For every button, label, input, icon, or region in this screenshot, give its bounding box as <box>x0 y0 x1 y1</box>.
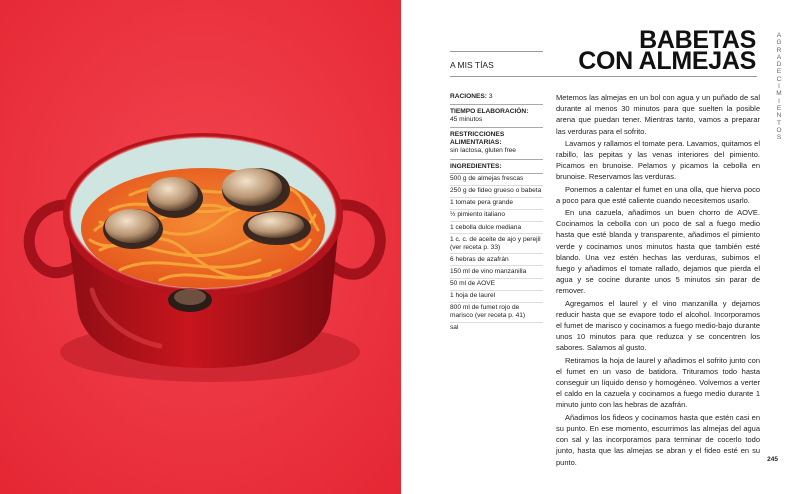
section-label-letter: I <box>778 97 780 105</box>
ingredient-item: 1 hoja de laurel <box>450 291 543 303</box>
dedication: A MIS TÍAS <box>450 60 494 70</box>
ingredients-list <box>450 174 543 334</box>
ingredients-label: INGREDIENTES: <box>450 163 543 174</box>
section-label-vertical <box>775 32 783 141</box>
section-label-letter: D <box>776 61 782 69</box>
section-label-letter: I <box>778 83 780 91</box>
ingredient-item: 1 tomate pera grande <box>450 198 543 210</box>
recipe-sidebar <box>450 93 543 334</box>
recipe-page <box>401 0 800 494</box>
instruction-paragraph: Añadimos los fideos y cocinamos hasta que estén casi en su punto. En ese momento, escurrimos las almejas del agua con sal y las incorporamos para terminar de cocerlo todo junto, hasta que las almejas se abran y el fideo esté en su punto. <box>556 412 760 467</box>
restrictions-label: RESTRICCIONES ALIMENTARIAS: <box>450 131 505 147</box>
servings <box>450 93 543 105</box>
instruction-paragraph: Ponemos a calentar el fumet en una olla, que hierva poco a poco para que esté caliente cuando necesitemos usarlo. <box>556 184 760 205</box>
section-label-letter: O <box>776 126 782 134</box>
section-label-letter: S <box>776 134 782 142</box>
servings-label: RACIONES: <box>450 93 487 100</box>
ingredient-item: 1 cebolla dulce mediana <box>450 222 543 234</box>
section-label-letter: R <box>776 46 782 54</box>
instruction-paragraph: Retiramos la hoja de laurel y añadimos el sofrito junto con el fumet en un vaso de batidora. Trituramos todo hasta conseguir un líquido denso y homogéneo. Volvemos a verter el caldo en la cazuela y cocinamos a fuego medio durante 1 minuto junto con las hebras de azafrán. <box>556 355 760 410</box>
section-label-letter: E <box>776 68 782 76</box>
restrictions <box>450 131 543 159</box>
ingredient-item: 800 ml de fumet rojo de marisco (ver receta p. 41) <box>450 303 543 323</box>
divider <box>450 51 543 52</box>
instruction-paragraph: Agregamos el laurel y el vino manzanilla y dejamos reducir hasta que se evapore todo el alcohol. Incorporamos el fumet de marisco y cocinamos a fuego medio-bajo durante unos 10 minutos para que reduzca y se concentren los sabores. Salamos al gusto. <box>556 298 760 353</box>
section-label-letter: N <box>776 112 782 120</box>
instruction-paragraph: Metemos las almejas en un bol con agua y un puñado de sal durante al menos 30 minutos para que suelten la posible arena que puedan tener. Mientras tanto, vamos a preparar las verduras para el sofrito. <box>556 93 760 136</box>
ingredients <box>450 163 543 334</box>
prep-time-label: TIEMPO ELABORACIÓN: <box>450 108 529 116</box>
section-label-letter: E <box>776 104 782 112</box>
ingredient-item: 1 c. c. de aceite de ajo y perejil (ver receta p. 33) <box>450 234 543 254</box>
section-label-letter: A <box>776 53 782 61</box>
instruction-paragraph: En una cazuela, añadimos un buen chorro de AOVE. Cocinamos la cebolla con un poco de sal a fuego medio hasta que esté blanda y transparente, añadimos el pimiento verde y cocinamos unos minutos hasta que también esté blando. Una vez estén hechas las verduras, subimos el fuego y añadimos el tomate rallado, dejamos que pierda el agua y se cocine durante unos 5 minutos sin parar de remover. <box>556 208 760 296</box>
recipe-title <box>578 26 756 75</box>
section-label-letter: G <box>776 39 782 47</box>
instruction-paragraph: Lavamos y rallamos el tomate pera. Lavamos, quitamos el rabillo, las pepitas y las venas interiores del pimiento. Picamos en brunoise. Pelamos y picamos la cebolla en brunoise. Reservamos las verduras. <box>556 138 760 182</box>
ingredient-item: ½ pimiento italiano <box>450 210 543 222</box>
title-line-1: BABETAS <box>639 26 756 54</box>
title-line-2: CON ALMEJAS <box>578 47 756 75</box>
servings-value: 3 <box>488 93 493 100</box>
restrictions-value: sin lactosa, gluten free <box>450 147 516 155</box>
section-label-letter: M <box>776 90 782 98</box>
prep-time-value: 45 minutos <box>450 116 483 124</box>
ingredient-item: 6 hebras de azafrán <box>450 254 543 266</box>
ingredient-item: sal <box>450 324 459 332</box>
ingredient-item: 150 ml de vino manzanilla <box>450 266 543 278</box>
prep-time <box>450 108 543 128</box>
divider <box>450 76 757 77</box>
section-label-letter: T <box>777 119 781 127</box>
page-number: 245 <box>767 456 778 463</box>
section-label-letter: C <box>776 75 782 83</box>
section-label-letter: A <box>776 32 782 39</box>
ingredient-item: 500 g de almejas frescas <box>450 174 543 186</box>
recipe-instructions <box>556 92 760 469</box>
ingredient-item: 250 g de fideo grueso o babeta <box>450 186 543 198</box>
ingredient-item: 50 ml de AOVE <box>450 279 543 291</box>
